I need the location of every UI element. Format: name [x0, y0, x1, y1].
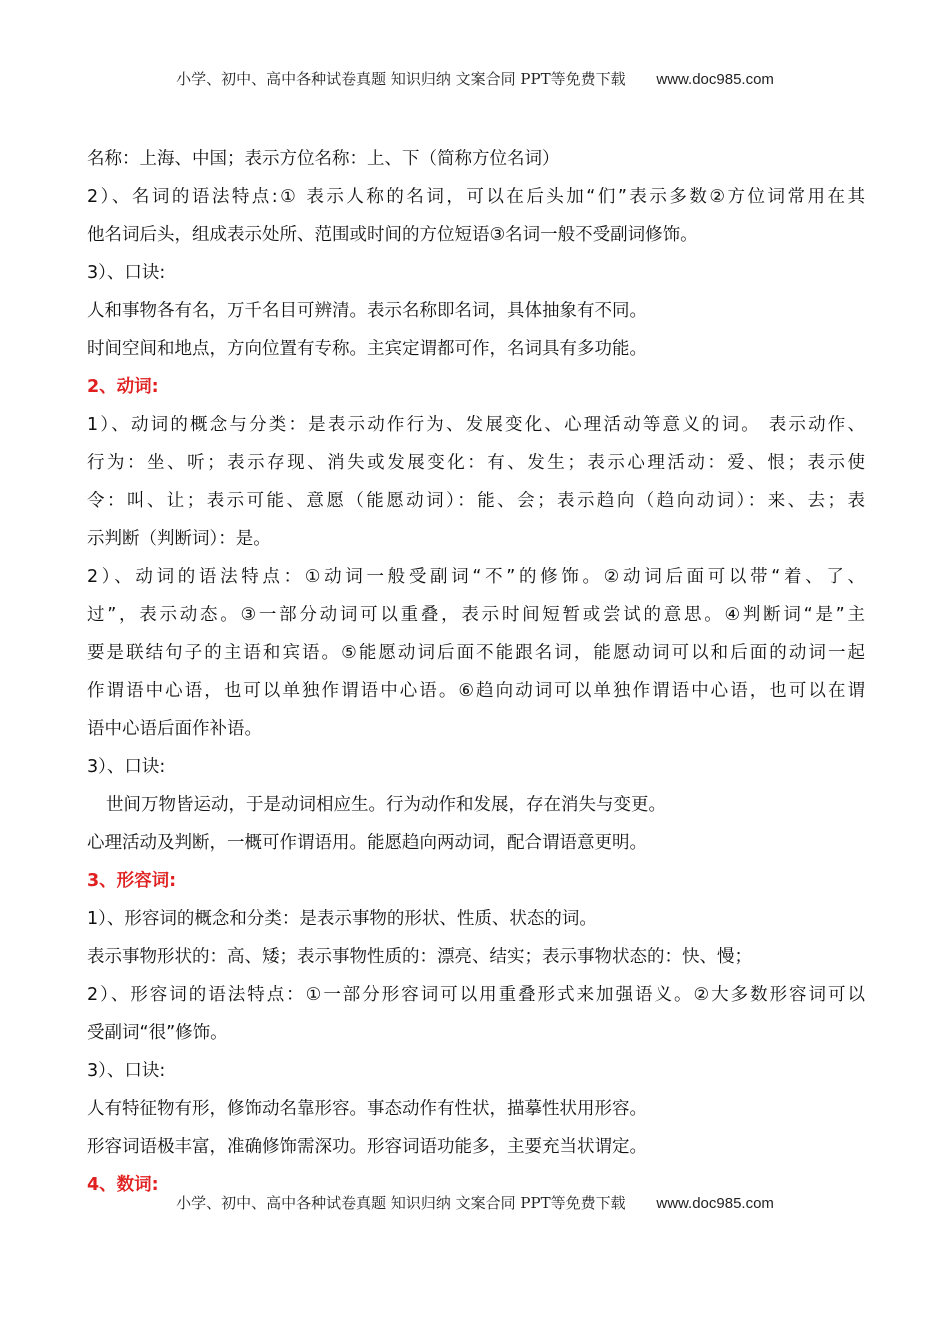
text-line: 世间万物皆运动，于是动词相应生。行为动作和发展，存在消失与变更。 [106, 795, 666, 815]
text-line: 他名词后头，组成表示处所、范围或时间的方位短语③名词一般不受副词修饰。 [87, 225, 698, 245]
text-line: 1）、形容词的概念和分类：是表示事物的形状、性质、状态的词。 [87, 909, 597, 929]
document-body [87, 140, 865, 1204]
section-heading: 2、动词: [87, 377, 159, 397]
text-line: 2）、动词的语法特点：①动词一般受副词“不”的修饰。②动词后面可以带“着、了、 [87, 567, 865, 587]
text-line: 要是联结句子的主语和宾语。⑤能愿动词后面不能跟名词，能愿动词可以和后面的动词一起 [87, 643, 865, 663]
text-line: 形容词语极丰富，准确修饰需深功。形容词语功能多，主要充当状谓定。 [87, 1137, 647, 1157]
text-line: 名称：上海、中国；表示方位名称：上、下（简称方位名词） [87, 149, 560, 169]
page-footer [0, 1192, 950, 1213]
header-text: 小学、初中、高中各种试卷真题 知识归纳 文案合同 PPT等免费下载 [176, 70, 626, 88]
header-url-link[interactable]: www.doc985.com [656, 71, 774, 88]
text-line: 人和事物各有名，万千名目可辨清。表示名称即名词，具体抽象有不同。 [87, 301, 647, 321]
text-line: 2）、形容词的语法特点：①一部分形容词可以用重叠形式来加强语义。②大多数形容词可以 [87, 985, 865, 1005]
text-line: 3）、口诀: [87, 757, 166, 777]
text-line: 受副词“很”修饰。 [87, 1023, 228, 1043]
text-line: 示判断（判断词）：是。 [87, 529, 271, 549]
text-line: 1）、动词的概念与分类：是表示动作行为、发展变化、心理活动等意义的词。 表示动作、 [87, 415, 865, 435]
footer-text: 小学、初中、高中各种试卷真题 知识归纳 文案合同 PPT等免费下载 [176, 1194, 626, 1212]
text-line: 过”，表示动态。③一部分动词可以重叠，表示时间短暂或尝试的意思。④判断词“是”主 [87, 605, 865, 625]
text-line: 行为：坐、听；表示存现、消失或发展变化：有、发生；表示心理活动：爱、恨；表示使 [87, 453, 865, 473]
text-line: 心理活动及判断，一概可作谓语用。能愿趋向两动词，配合谓语意更明。 [87, 833, 647, 853]
text-line: 作谓语中心语，也可以单独作谓语中心语。⑥趋向动词可以单独作谓语中心语，也可以在谓 [87, 681, 865, 701]
text-line: 语中心语后面作补语。 [87, 719, 262, 739]
text-line: 令：叫、让；表示可能、意愿（能愿动词）：能、会；表示趋向（趋向动词）：来、去；表 [87, 491, 865, 511]
text-line: 3）、口诀: [87, 1061, 166, 1081]
section-heading: 3、形容词: [87, 871, 177, 891]
text-line: 表示事物形状的：高、矮；表示事物性质的：漂亮、结实；表示事物状态的：快、慢； [87, 947, 752, 967]
section-heading: 4、数词: [87, 1175, 159, 1195]
footer-url-link[interactable]: www.doc985.com [656, 1195, 774, 1212]
text-line: 时间空间和地点，方向位置有专称。主宾定谓都可作，名词具有多功能。 [87, 339, 647, 359]
page-header [0, 68, 950, 89]
text-line: 人有特征物有形，修饰动名靠形容。事态动作有性状，描摹性状用形容。 [87, 1099, 647, 1119]
text-line: 2）、名词的语法特点:① 表示人称的名词，可以在后头加“们”表示多数②方位词常用在其 [87, 187, 865, 207]
text-line: 3）、口诀: [87, 263, 166, 283]
